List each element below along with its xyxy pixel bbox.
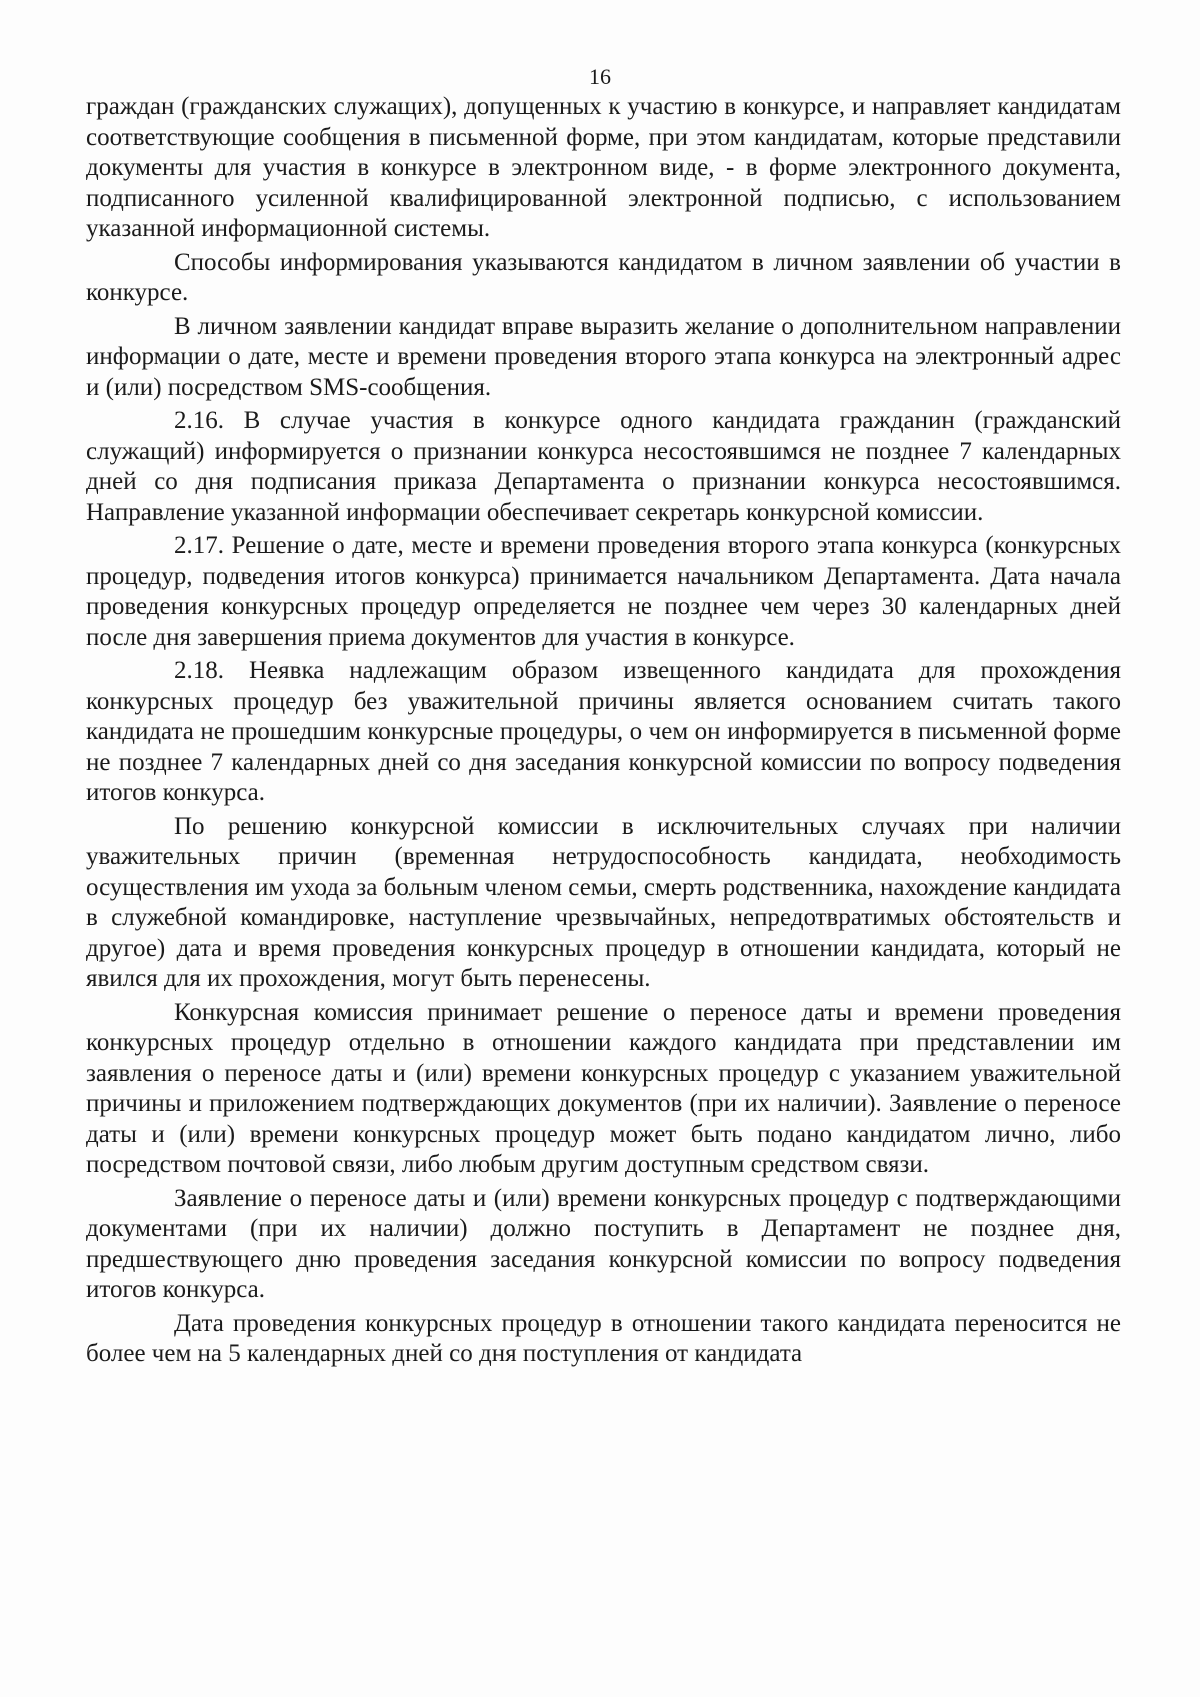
paragraph: Дата проведения конкурсных процедур в отношении такого кандидата переносится не более чем на 5 календарных дней со дня поступления от кандидата xyxy=(86,1309,1121,1367)
paragraph: 2.16. В случае участия в конкурсе одного кандидата гражданин (гражданский служащий) информируется о признании конкурса несостоявшимся не позднее 7 календарных дней со дня подписания приказа Департамента о признании конкурса несостоявшимся. Направление указанной информации обеспечивает секретарь конкурсной комиссии. xyxy=(86,407,1121,526)
paragraph: В личном заявлении кандидат вправе выразить желание о дополнительном направлении информации о дате, месте и времени проведения второго этапа конкурса на электронный адрес и (или) посредством SMS-сообщения. xyxy=(86,312,1121,401)
paragraph: граждан (гражданских служащих), допущенных к участию в конкурсе, и направляет кандидатам соответствующие сообщения в письменной форме, при этом кандидатам, которые представили документы для участия в конкурсе в электронном виде, - в форме электронного документа, подписанного усиленной квалифицированной электронной подписью, с использованием указанной информационной системы. xyxy=(86,93,1121,242)
paragraph: Конкурсная комиссия принимает решение о переносе даты и времени проведения конкурсных процедур отдельно в отношении каждого кандидата при представлении им заявления о переносе даты и (или) времени конкурсных процедур с указанием уважительной причины и приложением подтверждающих документов (при их наличии). Заявление о переносе даты и (или) времени конкурсных процедур может быть подано кандидатом лично, либо посредством почтовой связи, либо любым другим доступным средством связи. xyxy=(86,998,1121,1178)
document-body xyxy=(86,92,1121,1373)
paragraph: 2.18. Неявка надлежащим образом извещенного кандидата для прохождения конкурсных процедур без уважительной причины является основанием считать такого кандидата не прошедшим конкурсные процедуры, о чем он информируется в письменной форме не позднее 7 календарных дней со дня заседания конкурсной комиссии по вопросу подведения итогов конкурса. xyxy=(86,657,1121,806)
paragraph: 2.17. Решение о дате, месте и времени проведения второго этапа конкурса (конкурсных процедур, подведения итогов конкурса) принимается начальником Департамента. Дата начала проведения конкурсных процедур определяется не позднее чем через 30 календарных дней после дня завершения приема документов для участия в конкурсе. xyxy=(86,532,1121,651)
paragraph: Заявление о переносе даты и (или) времени конкурсных процедур с подтверждающими документами (при их наличии) должно поступить в Департамент не позднее дня, предшествующего дню проведения заседания конкурсной комиссии по вопросу подведения итогов конкурса. xyxy=(86,1184,1121,1303)
paragraph: По решению конкурсной комиссии в исключительных случаях при наличии уважительных причин (временная нетрудоспособность кандидата, необходимость осуществления им ухода за больным членом семьи, смерть родственника, нахождение кандидата в служебной командировке, наступление чрезвычайных, непредотвратимых обстоятельств и другое) дата и время проведения конкурсных процедур в отношении кандидата, который не явился для их прохождения, могут быть перенесены. xyxy=(86,812,1121,992)
page-number: 16 xyxy=(589,64,611,89)
paragraph: Способы информирования указываются кандидатом в личном заявлении об участии в конкурсе. xyxy=(86,248,1121,306)
